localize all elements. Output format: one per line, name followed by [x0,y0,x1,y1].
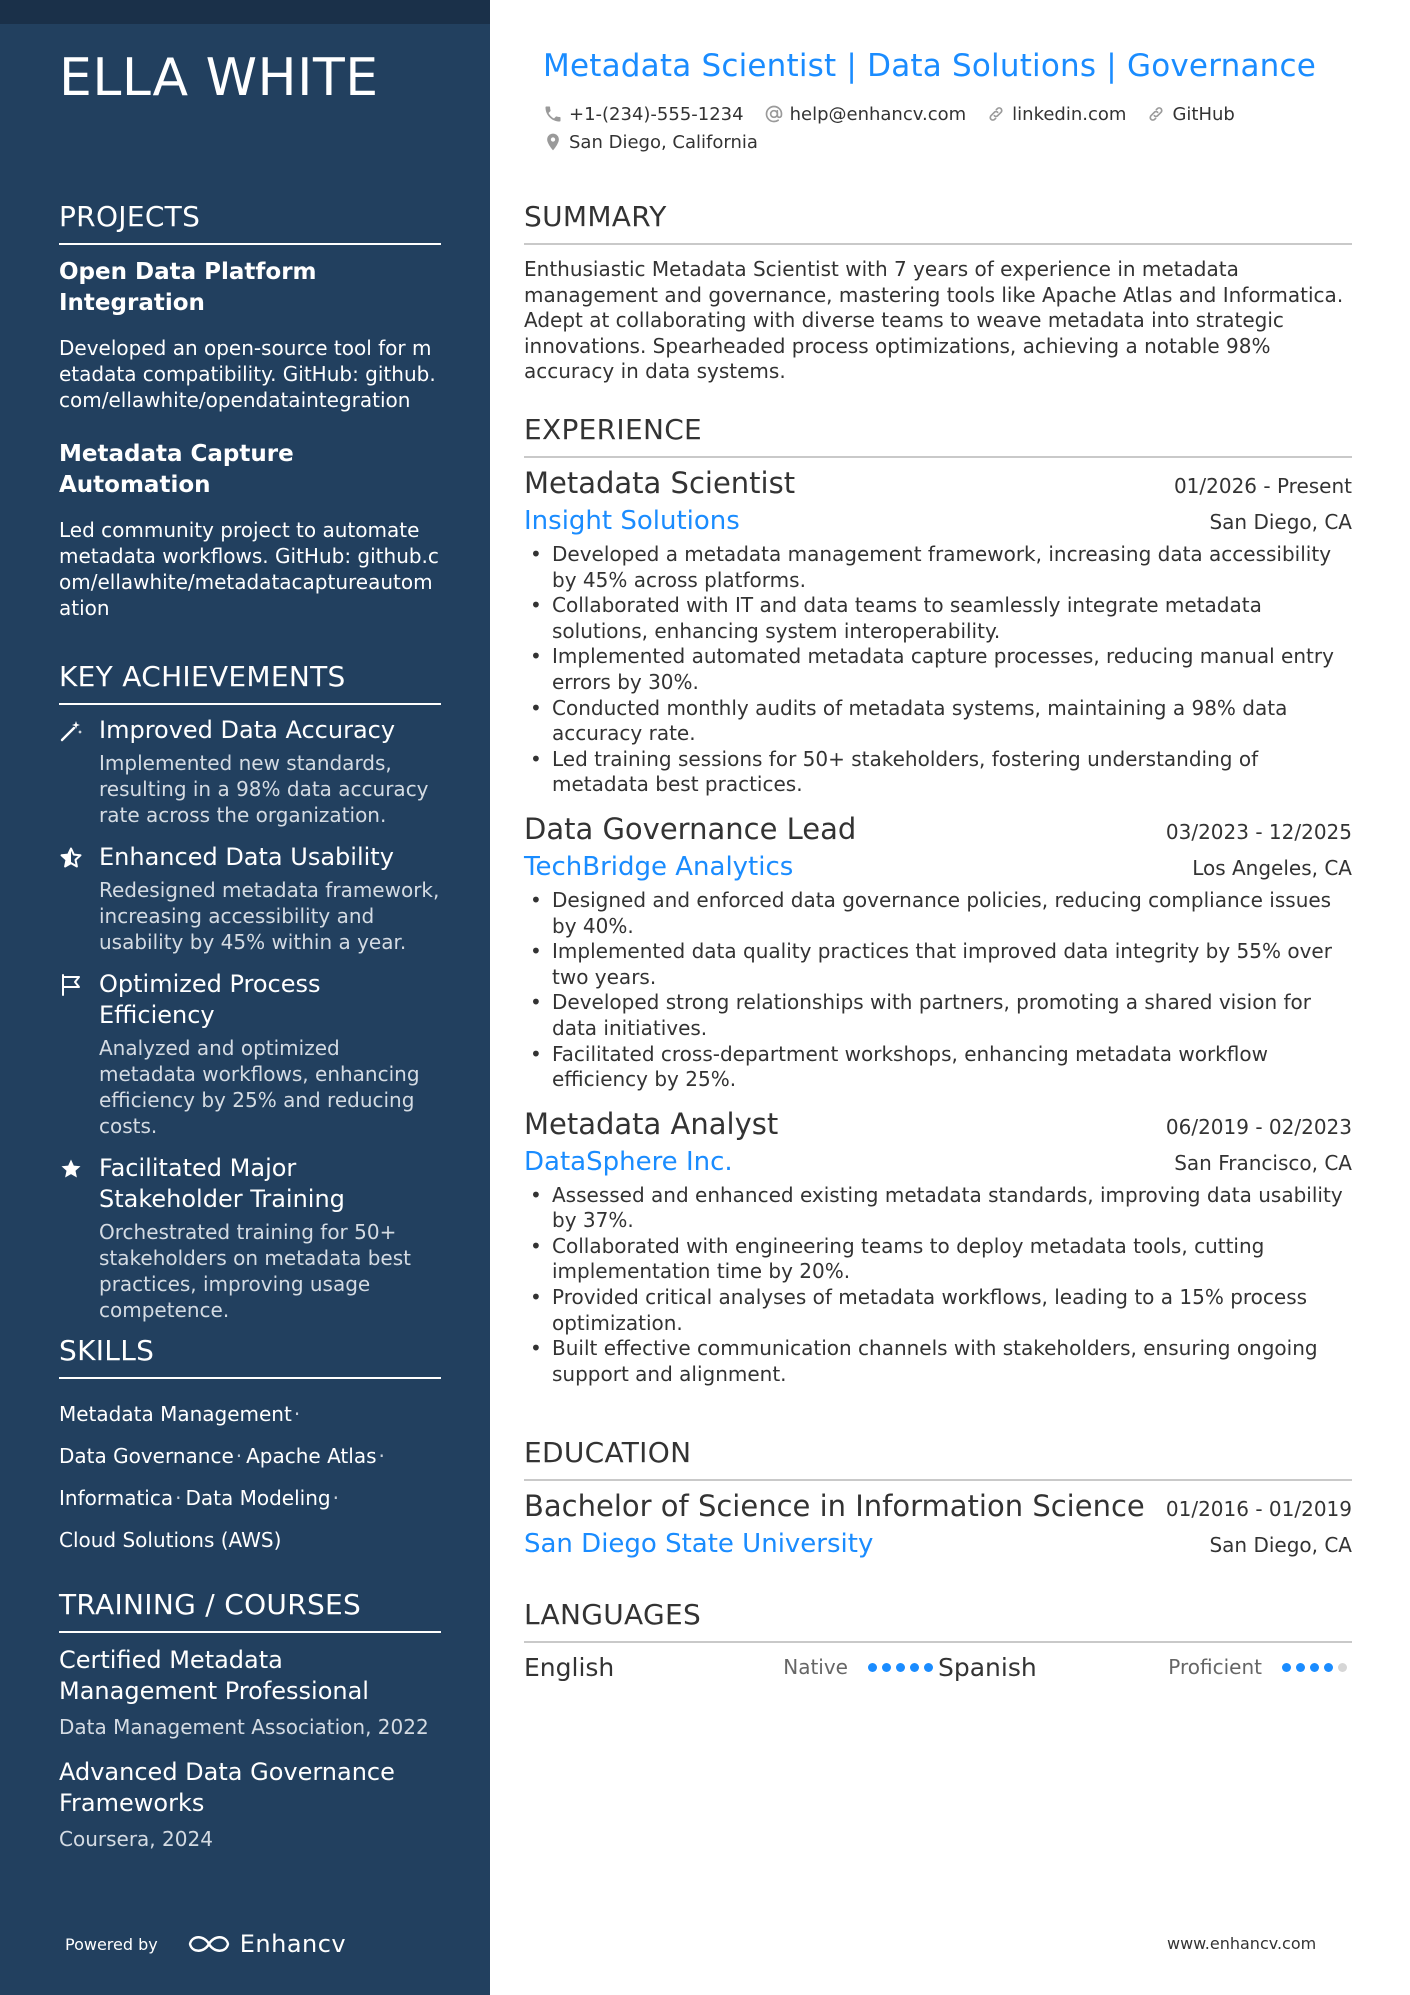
training-heading: TRAINING / COURSES [59,1588,441,1633]
course-title: Advanced Data Governance Frameworks [59,1758,395,1817]
language-name: Spanish [938,1652,1037,1682]
course-provider: Coursera, 2024 [59,1827,213,1851]
rating-dot-filled [868,1663,877,1672]
job-bullets [524,1183,1352,1388]
skills-heading: SKILLS [59,1334,441,1379]
bullet-point: • Implemented automated metadata capture processes, reducing manual entry errors by 30%. [524,644,1352,695]
flag-icon [59,969,99,1139]
skill-tag: Apache Atlas [246,1444,377,1468]
job-dates: 01/2026 - Present [1173,474,1352,498]
skills-list [59,1393,441,1561]
location-pin-icon [543,132,563,152]
rating-dot-filled [924,1663,933,1672]
summary-heading: SUMMARY [524,200,1352,245]
job-dates: 06/2019 - 02/2023 [1165,1114,1352,1139]
job-bullets [524,888,1352,1093]
rating-dot-filled [1310,1663,1319,1672]
achievement-title: Optimized Process Efficiency [99,970,321,1029]
link-icon [986,104,1006,124]
link-icon [1146,104,1166,124]
rating-dot-filled [1324,1663,1333,1672]
rating-dot-filled [1296,1663,1305,1672]
rating-dot-filled [910,1663,919,1672]
rating-dot-filled [1282,1663,1291,1672]
summary-text: Enthusiastic Metadata Scientist with 7 years of experience in metadata management and governance, mastering tools like Apache Atlas and Informatica. Adept at collaborating with diverse teams to weave metadata into strategic innovations. Spearheaded process optimizations, achieving a notable 98% accuracy in data systems. [524,257,1344,384]
language-level: Native [783,1655,848,1679]
achievement-title: Facilitated Major Stakeholder Training [99,1154,345,1213]
projects-heading: PROJECTS [59,200,441,245]
github-text: GitHub [1172,103,1235,125]
job-entry [524,466,1352,798]
achievement-description: Redesigned metadata framework, increasing accessibility and usability by 45% within a year. [99,878,440,954]
course-title: Certified Metadata Management Professional [59,1646,369,1705]
skill-separator: · [332,1486,339,1510]
achievement-item [59,842,441,955]
skill-tag: Informatica [59,1486,174,1510]
location-text: San Diego, California [569,131,758,153]
at-sign-icon [764,104,784,124]
rating-dot-filled [882,1663,891,1672]
language-rating [868,1663,938,1672]
rating-dot-filled [896,1663,905,1672]
achievement-title: Improved Data Accuracy [99,716,396,744]
skills-section [59,1334,441,1561]
job-entry [524,812,1352,1093]
experience-section [524,413,1352,1387]
project-description: Led community project to automate metadata workflows. GitHub: github.com/ellawhite/metadatacaptureautomation [59,518,439,620]
sidebar [0,0,490,1995]
skill-tag: Cloud Solutions (AWS) [59,1528,282,1552]
bullet-point: • Designed and enforced data governance policies, reducing compliance issues by 40%. [524,888,1352,939]
contact-email[interactable] [764,104,967,125]
phone-text: +1-(234)-555-1234 [569,103,744,125]
achievements-heading: KEY ACHIEVEMENTS [59,660,441,705]
contact-phone [543,104,744,125]
course-provider: Data Management Association, 2022 [59,1715,429,1739]
email-text: help@enhancv.com [789,103,967,125]
contact-linkedin[interactable] [986,104,1126,125]
education-section [524,1436,1352,1559]
achievement-description: Orchestrated training for 50+ stakeholders on metadata best practices, improving usage competence. [99,1220,411,1322]
achievement-item [59,715,441,828]
projects-section [59,200,441,621]
job-location: Los Angeles, CA [1192,855,1352,880]
job-entry [524,1107,1352,1388]
achievement-item [59,1153,441,1323]
achievement-title: Enhanced Data Usability [99,843,394,871]
company-name: Insight Solutions [524,506,740,536]
project-title: Open Data Platform Integration [59,259,317,316]
language-item [524,1653,938,1682]
project-description: Developed an open-source tool for metadata compatibility. GitHub: github.com/ellawhite/opendataintegration [59,336,436,412]
school-name: San Diego State University [524,1529,874,1559]
job-title: Metadata Scientist [524,466,796,500]
enhancv-brand: Enhancv [239,1930,347,1958]
enhancv-logo-icon [186,1931,232,1957]
contact-location [543,132,758,153]
bullet-point: • Collaborated with engineering teams to deploy metadata tools, cutting implementation time by 20%. [524,1234,1352,1285]
language-level: Proficient [1168,1655,1262,1679]
course-item [59,1757,441,1853]
course-item [59,1645,441,1741]
bullet-point: • Developed strong relationships with partners, promoting a shared vision for data initiatives. [524,990,1352,1041]
skill-separator: · [175,1486,182,1510]
job-location: San Francisco, CA [1174,1150,1352,1175]
linkedin-text: linkedin.com [1012,103,1127,125]
job-dates: 03/2023 - 12/2025 [1165,819,1352,844]
languages-heading: LANGUAGES [524,1598,1352,1643]
sidebar-top-band [0,0,490,24]
education-dates: 01/2016 - 01/2019 [1165,1497,1352,1521]
job-title: Data Governance Lead [524,811,857,846]
bullet-point: • Provided critical analyses of metadata workflows, leading to a 15% process optimization. [524,1285,1352,1336]
summary-section [524,200,1352,385]
skill-tag: Data Modeling [185,1486,331,1510]
bullet-point: • Conducted monthly audits of metadata systems, maintaining a 98% data accuracy rate. [524,696,1352,747]
school-location: San Diego, CA [1209,1533,1352,1557]
candidate-name: ELLA WHITE [59,48,379,108]
achievement-description: Implemented new standards, resulting in a 98% data accuracy rate across the organization. [99,751,429,827]
bullet-point: • Facilitated cross-department workshops, enhancing metadata workflow efficiency by 25%. [524,1042,1352,1093]
achievement-description: Analyzed and optimized metadata workflows, enhancing efficiency by 25% and reducing costs. [99,1036,420,1138]
star-outline-icon [59,842,99,955]
powered-by [65,1930,346,1958]
skill-separator: · [235,1444,243,1468]
project-item [59,439,441,621]
achievement-item [59,969,441,1139]
bullet-point: • Built effective communication channels with stakeholders, ensuring ongoing support and alignment. [524,1336,1352,1387]
language-item [938,1653,1352,1682]
education-entry [524,1489,1352,1559]
experience-heading: EXPERIENCE [524,413,1352,458]
company-name: TechBridge Analytics [524,851,794,882]
star-filled-icon [59,1153,99,1323]
bullet-point: • Developed a metadata management framework, increasing data accessibility by 45% across platforms. [524,542,1352,593]
contact-info [543,100,1343,156]
achievements-section [59,660,441,1323]
skill-separator: · [293,1402,301,1426]
footer-url[interactable]: www.enhancv.com [1167,1934,1317,1953]
skill-tag: Metadata Management [59,1402,292,1426]
language-name: English [524,1652,615,1682]
bullet-point: • Assessed and enhanced existing metadata standards, improving data usability by 37%. [524,1183,1352,1234]
bullet-point: • Collaborated with IT and data teams to seamlessly integrate metadata solutions, enhancing system interoperability. [524,593,1352,644]
contact-github[interactable] [1146,104,1234,125]
job-location: San Diego, CA [1209,510,1352,534]
bullet-point: • Implemented data quality practices that improved data integrity by 55% over two years. [524,939,1352,990]
bullet-point: • Led training sessions for 50+ stakeholders, fostering understanding of metadata best practices. [524,747,1352,798]
project-title: Metadata Capture Automation [59,441,294,498]
education-heading: EDUCATION [524,1436,1352,1481]
language-rating [1282,1663,1352,1672]
job-bullets [524,542,1352,798]
skill-separator: · [378,1444,385,1468]
project-item [59,257,441,413]
headline: Metadata Scientist | Data Solutions | Governance [543,48,1317,84]
job-title: Metadata Analyst [524,1106,779,1141]
rating-dot-empty [1338,1663,1347,1672]
degree-title: Bachelor of Science in Information Science [524,1489,1145,1523]
languages-list [524,1651,1352,1683]
languages-section [524,1598,1352,1683]
magic-wand-icon [59,715,99,828]
powered-by-label: Powered by [65,1934,158,1954]
skill-tag: Data Governance [59,1444,234,1468]
training-section [59,1588,441,1853]
company-name: DataSphere Inc. [524,1146,733,1177]
phone-icon [543,104,563,124]
